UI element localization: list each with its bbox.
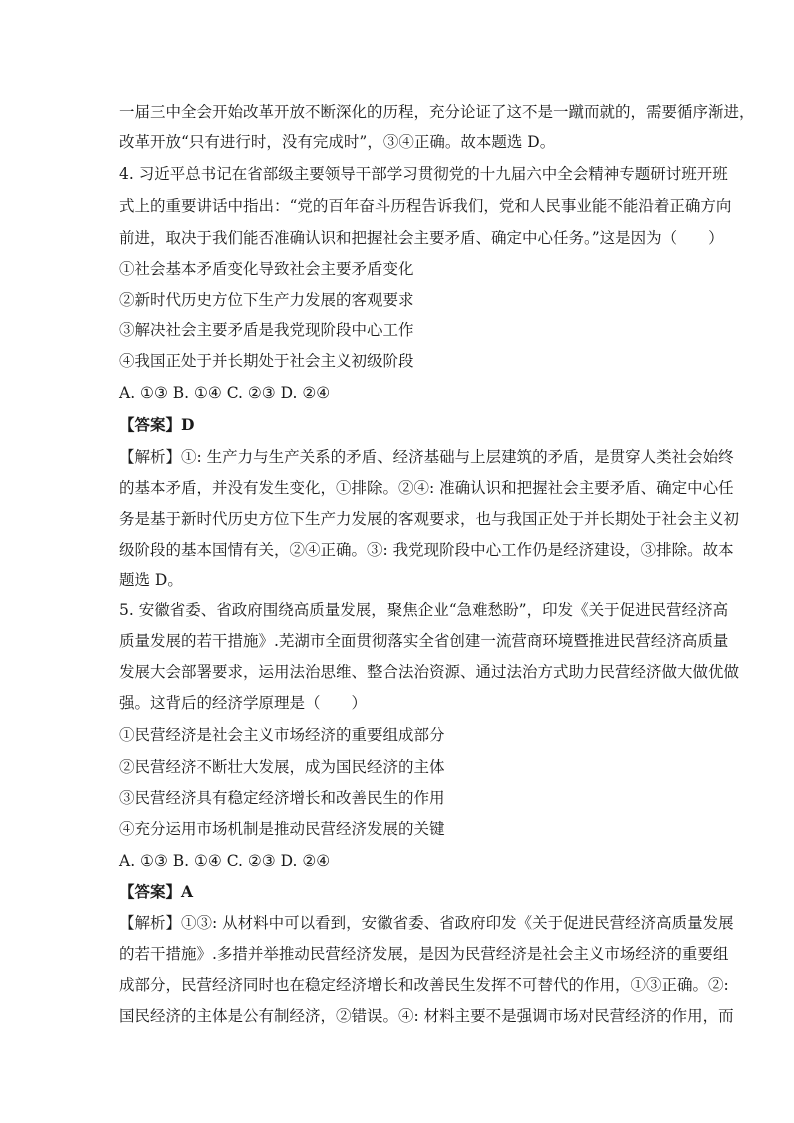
text-line: 务是基于新时代历史方位下生产力发展的客观要求，也与我国正处于并长期处于社会主义初 [119, 510, 740, 528]
text-line: 质量发展的若干措施》.芜湖市全面贯彻落实全省创建一流营商环境暨推进民营经济高质量 [119, 632, 729, 650]
text-line: 题选 D。 [119, 571, 183, 589]
analysis-line: 【解析】①: 生产力与生产关系的矛盾、经济基础与上层建筑的矛盾，是贯穿人类社会始终 [119, 448, 734, 466]
option-line: ①民营经济是社会主义市场经济的重要组成部分 [119, 726, 445, 744]
text-line: 改革开放“只有进行时，没有完成时”，③④正确。故本题选 D。 [119, 133, 556, 151]
choices-line: A. ①③ B. ①④ C. ②③ D. ②④ [119, 384, 331, 402]
analysis-line: 【解析】①③: 从材料中可以看到，安徽省委、省政府印发《关于促进民营经济高质量发展 [119, 914, 734, 932]
text-line: 的基本矛盾，并没有发生变化，①排除。②④: 准确认识和把握社会主要矛盾、确定中心任 [119, 479, 734, 497]
option-line: ④我国正处于并长期处于社会主义初级阶段 [119, 352, 414, 370]
option-line: ③民营经济具有稳定经济增长和改善民生的作用 [119, 789, 445, 807]
option-line: ①社会基本矛盾变化导致社会主要矛盾变化 [119, 260, 414, 278]
answer-label: 【答案】A [119, 882, 194, 901]
text-line: 级阶段的基本国情有关，②④正确。③: 我党现阶段中心工作仍是经济建设，③排除。故本 [119, 541, 734, 559]
option-line: ②民营经济不断壮大发展，成为国民经济的主体 [119, 758, 445, 776]
text-line: 成部分，民营经济同时也在稳定经济增长和改善民生发挥不可替代的作用，①③正确。②: [119, 976, 729, 994]
text-line: 的若干措施》.多措并举推动民营经济发展，是因为民营经济是社会主义市场经济的重要组 [119, 945, 729, 963]
question-4-stem: 4. 习近平总书记在省部级主要领导干部学习贯彻党的十九届六中全会精神专题研讨班开班 [119, 165, 728, 183]
text-line: 发展大会部署要求，运用法治思维、整合法治资源、通过法治方式助力民营经济做大做优做 [119, 663, 740, 681]
text-line: 前进，取决于我们能否准确认识和把握社会主要矛盾、确定中心任务。”这是因为（ ） [119, 229, 724, 247]
text-line: 式上的重要讲话中指出：“党的百年奋斗历程告诉我们，党和人民事业能不能沿着正确方向 [119, 197, 732, 215]
choices-line: A. ①③ B. ①④ C. ②③ D. ②④ [119, 852, 331, 870]
text-line: 国民经济的主体是公有制经济，②错误。④: 材料主要不是强调市场对民营经济的作用，而 [119, 1007, 734, 1025]
option-line: ④充分运用市场机制是推动民营经济发展的关键 [119, 820, 445, 838]
option-line: ②新时代历史方位下生产力发展的客观要求 [119, 291, 414, 309]
answer-label: 【答案】D [119, 415, 195, 434]
option-line: ③解决社会主要矛盾是我党现阶段中心工作 [119, 321, 414, 339]
text-line: 一届三中全会开始改革开放不断深化的历程，充分论证了这不是一蹴而就的，需要循序渐进， [119, 103, 755, 121]
text-line: 强。这背后的经济学原理是（ ） [119, 694, 368, 712]
question-5-stem: 5. 安徽省委、省政府围绕高质量发展，聚焦企业“急难愁盼”，印发《关于促进民营经济高 [119, 601, 729, 619]
